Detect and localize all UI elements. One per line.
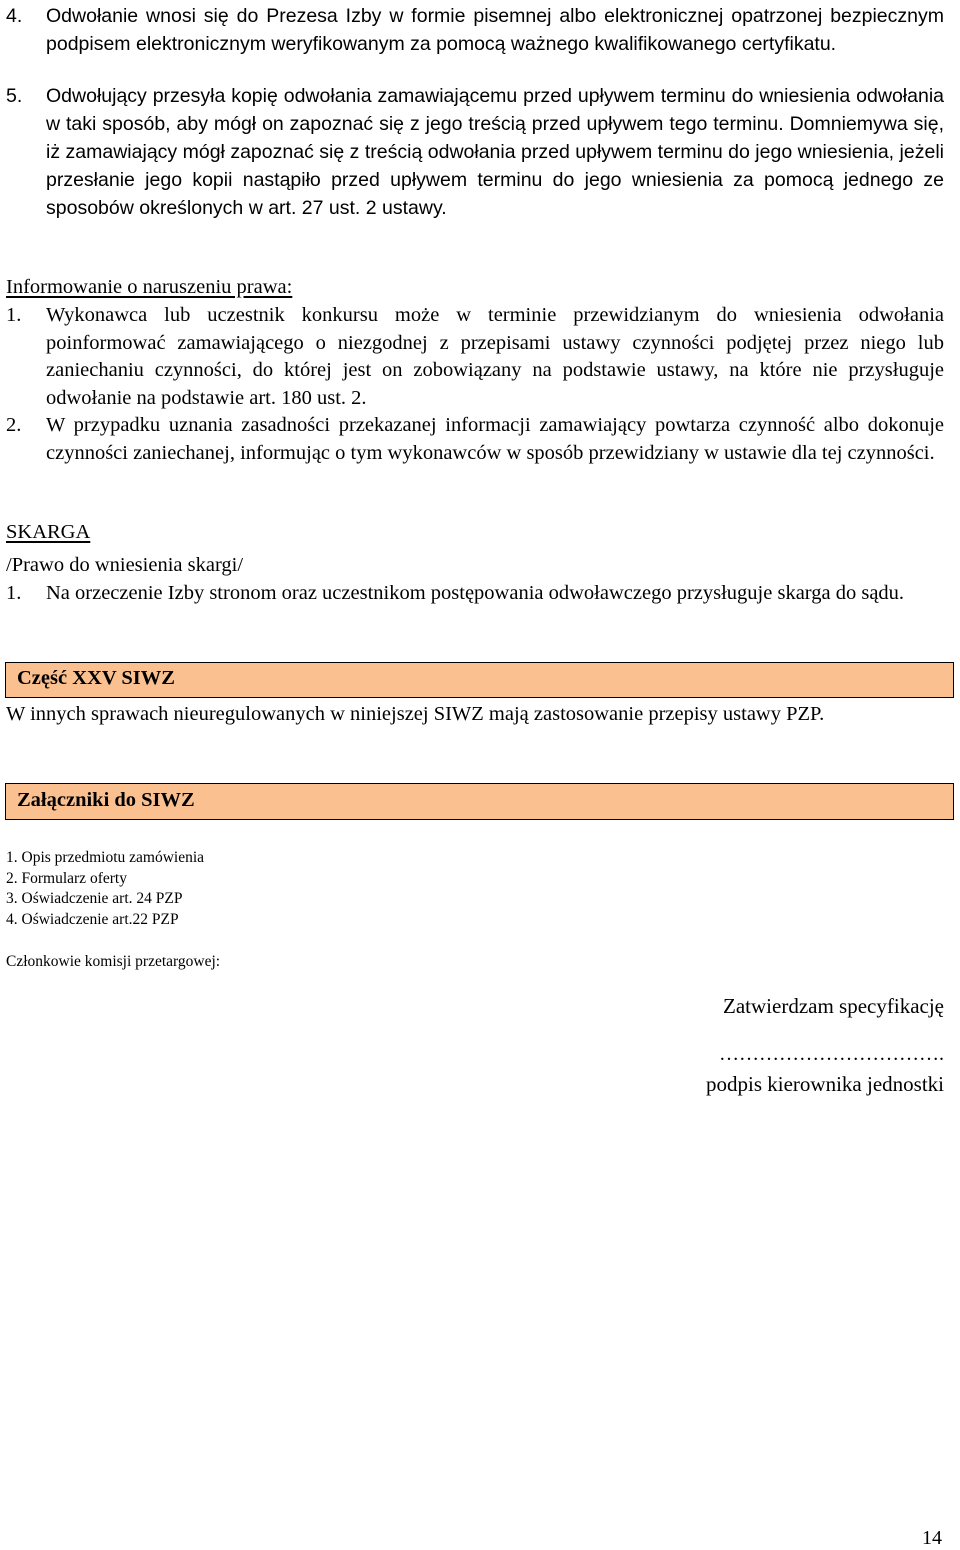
item-number: 2.	[6, 414, 22, 436]
item-number: 1.	[6, 304, 22, 326]
czesc-text: W innych sprawach nieuregulowanych w niniejszej SIWZ mają zastosowanie przepisy ustawy PZP.	[6, 703, 825, 725]
signature-line: …………………………….	[719, 1043, 944, 1065]
item-text: Odwołujący przesyła kopię odwołania zamawiającemu przed upływem terminu do wniesienia odwołania w taki sposób, aby mógł on zapoznać się z jego treścią przed upływem tego terminu. Domniemywa się, iż zamawiający mógł zapoznać się z treścią odwołania przed upływem terminu do jego wniesienia, jeżeli przesłanie jego kopii nastąpiło przed upływem terminu do jego wniesienia za pomocą jednego ze sposobów określonych w art. 27 ust. 2 ustawy.	[46, 85, 944, 219]
list-item	[6, 2, 944, 58]
section-box-title: Załączniki do SIWZ	[17, 789, 195, 811]
item-number: 5.	[6, 85, 23, 107]
section-heading-informowanie: Informowanie o naruszeniu prawa:	[6, 276, 293, 298]
item-text: Wykonawca lub uczestnik konkursu może w terminie przewidzianym do wniesienia odwołania poinformować zamawiającego o niezgodnej z przepisami ustawy czynności podjętej przez niego lub zaniechaniu czynności, do której jest on zobowiązany na podstawie ustawy, na które nie przysługuje odwołanie na podstawie art. 180 ust. 2.	[46, 304, 944, 410]
signature-caption: podpis kierownika jednostki	[706, 1072, 944, 1096]
list-item	[6, 82, 944, 222]
section-subheading: /Prawo do wniesienia skargi/	[6, 554, 244, 576]
page-number: 14	[922, 1527, 942, 1549]
approval-label: Zatwierdzam specyfikację	[723, 994, 944, 1018]
list-item: 3. Oświadczenie art. 24 PZP	[6, 890, 183, 907]
list-item: 2. Formularz oferty	[6, 869, 127, 887]
committee-label: Członkowie komisji przetargowej:	[6, 953, 221, 970]
attachments-list	[6, 848, 960, 930]
section-box-title: Część XXV SIWZ	[17, 667, 175, 689]
list-item	[6, 412, 944, 467]
list-item: 4. Oświadczenie art.22 PZP	[6, 910, 179, 928]
list-item: 1. Opis przedmiotu zamówienia	[6, 849, 205, 866]
item-number: 1.	[6, 582, 22, 604]
section-box-czesc	[5, 662, 954, 698]
item-text: W przypadku uznania zasadności przekazanej informacji zamawiający powtarza czynność albo dokonuje czynności zaniechanej, informując o tym wykonawców w sposób przewidziany w ustawie dla tej czynności.	[46, 414, 944, 464]
item-number: 4.	[6, 5, 23, 27]
item-text: Na orzeczenie Izby stronom oraz uczestnikom postępowania odwoławczego przysługuje skarga do sądu.	[46, 582, 905, 604]
item-text: Odwołanie wnosi się do Prezesa Izby w formie pisemnej albo elektronicznej opatrzonej bezpiecznym podpisem elektronicznym weryfikowanym za pomocą ważnego kwalifikowanego certyfikatu.	[46, 5, 944, 55]
list-item	[6, 302, 944, 413]
section-heading-skarga: SKARGA	[6, 521, 91, 543]
section-box-zalaczniki	[5, 783, 954, 820]
list-item	[6, 580, 944, 608]
